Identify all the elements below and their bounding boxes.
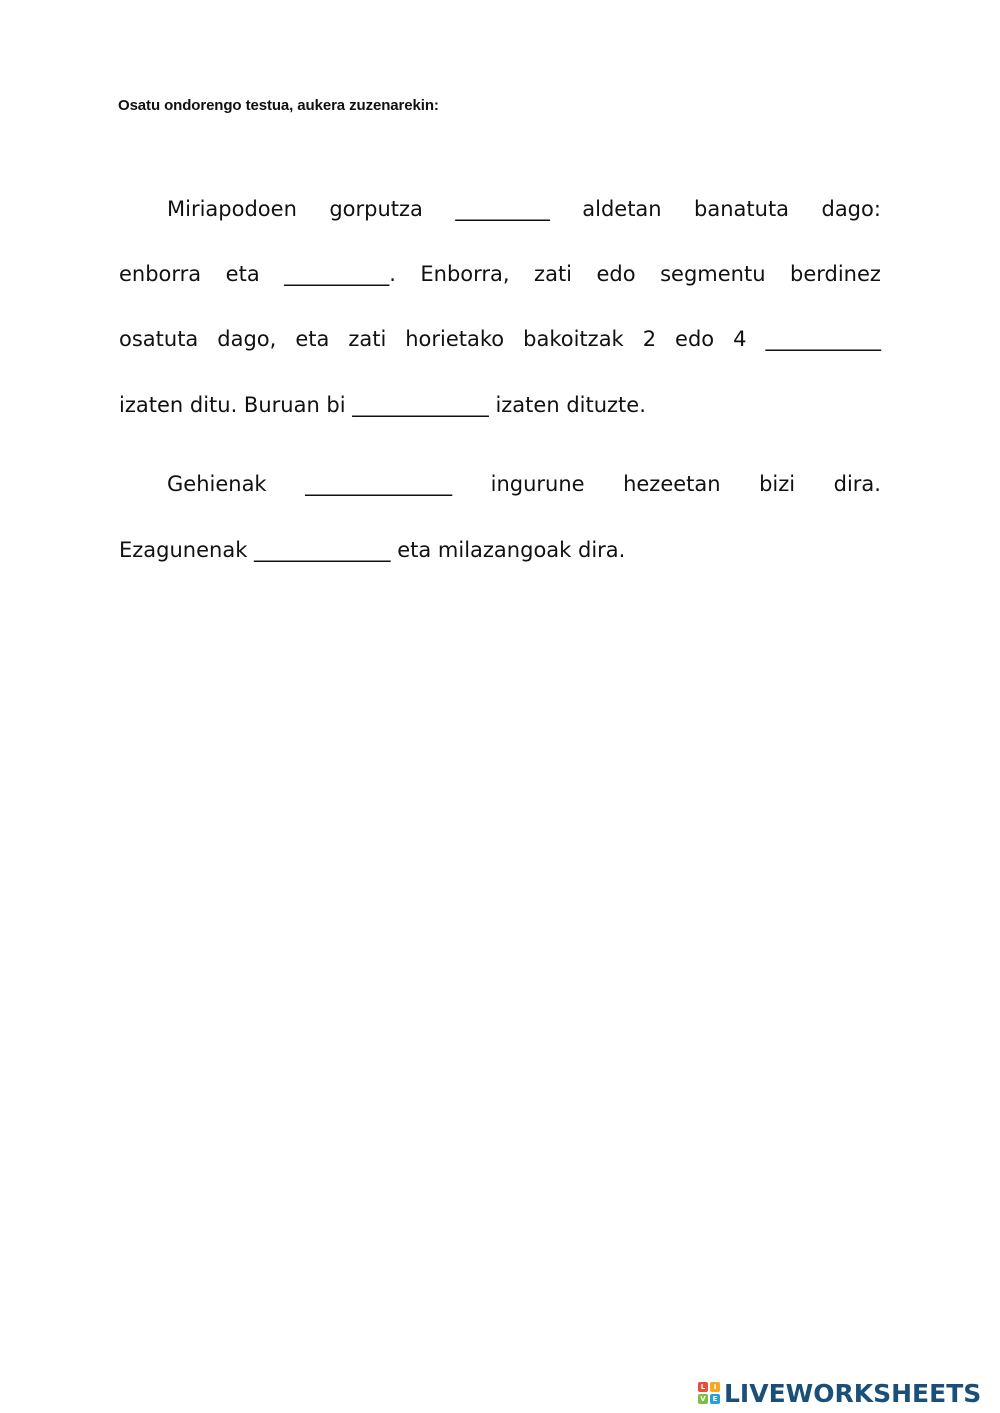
paragraph1-line2 xyxy=(119,259,881,289)
word: osatuta xyxy=(119,327,199,351)
word: aldetan xyxy=(582,197,662,221)
word: dago, xyxy=(217,327,277,351)
blank-1[interactable]: _________ xyxy=(455,197,550,221)
word: gorputza xyxy=(329,197,423,221)
paragraph1-line3 xyxy=(119,324,881,354)
paragraph1-line4: izaten ditu. Buruan bi _____________ izaten dituzte. xyxy=(119,393,646,417)
paragraph2-line1 xyxy=(167,469,881,499)
logo-mark-icon xyxy=(698,1382,720,1404)
instruction-heading: Osatu ondorengo testua, aukera zuzenarekin: xyxy=(118,97,439,114)
logo-mark-cell: L xyxy=(698,1382,708,1392)
word: horietako xyxy=(405,327,505,351)
word: banatuta xyxy=(694,197,790,221)
word: bakoitzak xyxy=(523,327,624,351)
word: hezeetan xyxy=(623,472,721,496)
word: edo xyxy=(596,262,636,286)
word: segmentu xyxy=(660,262,766,286)
paragraph1-line1 xyxy=(167,194,881,224)
blank-5[interactable]: ______________ xyxy=(305,472,453,496)
word: dago: xyxy=(821,197,881,221)
blank-2[interactable]: __________. xyxy=(284,262,396,286)
liveworksheets-logo xyxy=(698,1377,981,1409)
word: berdinez xyxy=(790,262,881,286)
word: ingurune xyxy=(490,472,585,496)
word: eta xyxy=(225,262,260,286)
word: 4 xyxy=(733,327,747,351)
word: Enborra, xyxy=(420,262,510,286)
word: 2 xyxy=(642,327,657,351)
blank-3[interactable]: ___________ xyxy=(765,327,881,351)
word: Miriapodoen xyxy=(167,197,297,221)
logo-mark-cell: I xyxy=(710,1382,720,1392)
word: eta xyxy=(295,327,330,351)
logo-text: LIVEWORKSHEETS xyxy=(724,1378,982,1408)
logo-mark-cell: V xyxy=(698,1394,708,1404)
logo-mark-cell: E xyxy=(710,1394,720,1404)
word: zati xyxy=(534,262,573,286)
word: enborra xyxy=(119,262,202,286)
word: Gehienak xyxy=(167,472,267,496)
word: edo xyxy=(675,327,715,351)
word: bizi xyxy=(759,472,796,496)
paragraph2-line2: Ezagunenak _____________ eta milazangoak dira. xyxy=(119,538,626,562)
word: zati xyxy=(348,327,387,351)
word: dira. xyxy=(833,472,881,496)
